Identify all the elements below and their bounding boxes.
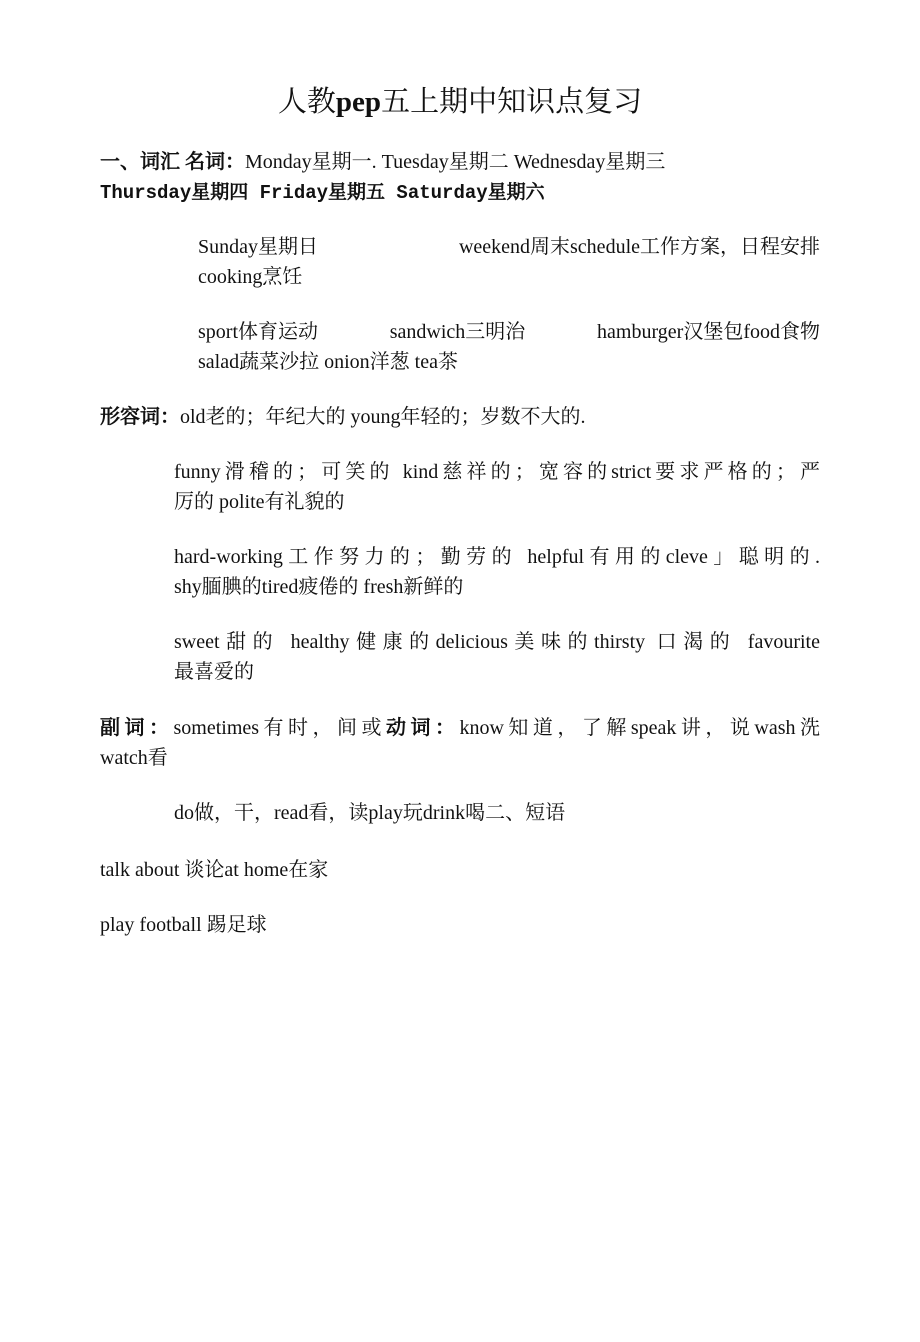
noun-item: hamburger汉堡包food食物: [597, 321, 820, 343]
nouns-group-1-line-1: [198, 232, 820, 262]
adjectives-group-3-line-1: sweet甜的 healthy健康的delicious美味的thirsty 口渴的 favourite: [174, 631, 820, 653]
adverbs-verbs-line-2: watch看: [100, 747, 168, 769]
adjectives-group-2-line-2: shy腼腆的tired疲倦的 fresh新鲜的: [174, 576, 464, 598]
nouns-group-2-line-1: [198, 317, 820, 347]
adverbs-verbs-line-3: do做，干，read看，读play玩drink喝二、短语: [174, 802, 566, 824]
adjectives-group-1-line-2: 厉的 polite有礼貌的: [174, 491, 345, 513]
nouns-group-1-line-2: cooking烹饪: [198, 266, 303, 288]
nouns-line-2: Thursday星期四 Friday星期五 Saturday星期六: [100, 182, 545, 204]
page-title: [0, 82, 920, 122]
adjectives-group-2-line-1: hard-working工作努力的；勤劳的 helpful有用的cleve」聪明的.: [174, 546, 820, 568]
title-suffix: 五上期中知识点复习: [381, 86, 643, 118]
adverb-text: sometimes有时，间或: [173, 717, 386, 739]
title-bold: pep: [335, 86, 382, 118]
adverb-heading: 副词：: [100, 717, 174, 739]
noun-item: weekend周末schedule工作方案，日程安排: [458, 236, 820, 258]
nouns-heading: 一、词汇 名词：: [100, 151, 245, 173]
phrases-line-2: play football 踢足球: [100, 914, 267, 936]
nouns-line-1-text: Monday星期一. Tuesday星期二 Wednesday星期三: [245, 151, 666, 173]
phrases-line-1: talk about 谈论at home在家: [100, 859, 329, 881]
adjectives-line-1-text: old老的；年纪大的 young年轻的；岁数不大的.: [180, 406, 586, 428]
title-prefix: 人教: [277, 86, 336, 118]
adjectives-group-3-line-2: 最喜爱的: [174, 661, 254, 683]
noun-item: Sunday星期日: [198, 236, 318, 258]
adjectives-line-1: [100, 402, 586, 432]
adjectives-heading: 形容词：: [100, 406, 180, 428]
nouns-group-2-line-2: salad蔬菜沙拉 onion洋葱 tea茶: [198, 351, 458, 373]
nouns-line-1: [100, 147, 665, 177]
noun-item: sandwich三明治: [389, 321, 526, 343]
noun-item: sport体育运动: [198, 321, 318, 343]
adverbs-verbs-line-1: [100, 713, 820, 743]
verb-heading: 动词：: [386, 717, 460, 739]
adjectives-group-1-line-1: funny滑稽的；可笑的 kind慈祥的；宽容的strict要求严格的；严: [174, 461, 820, 483]
verb-text: know知道，了解speak讲，说wash洗: [459, 717, 821, 739]
